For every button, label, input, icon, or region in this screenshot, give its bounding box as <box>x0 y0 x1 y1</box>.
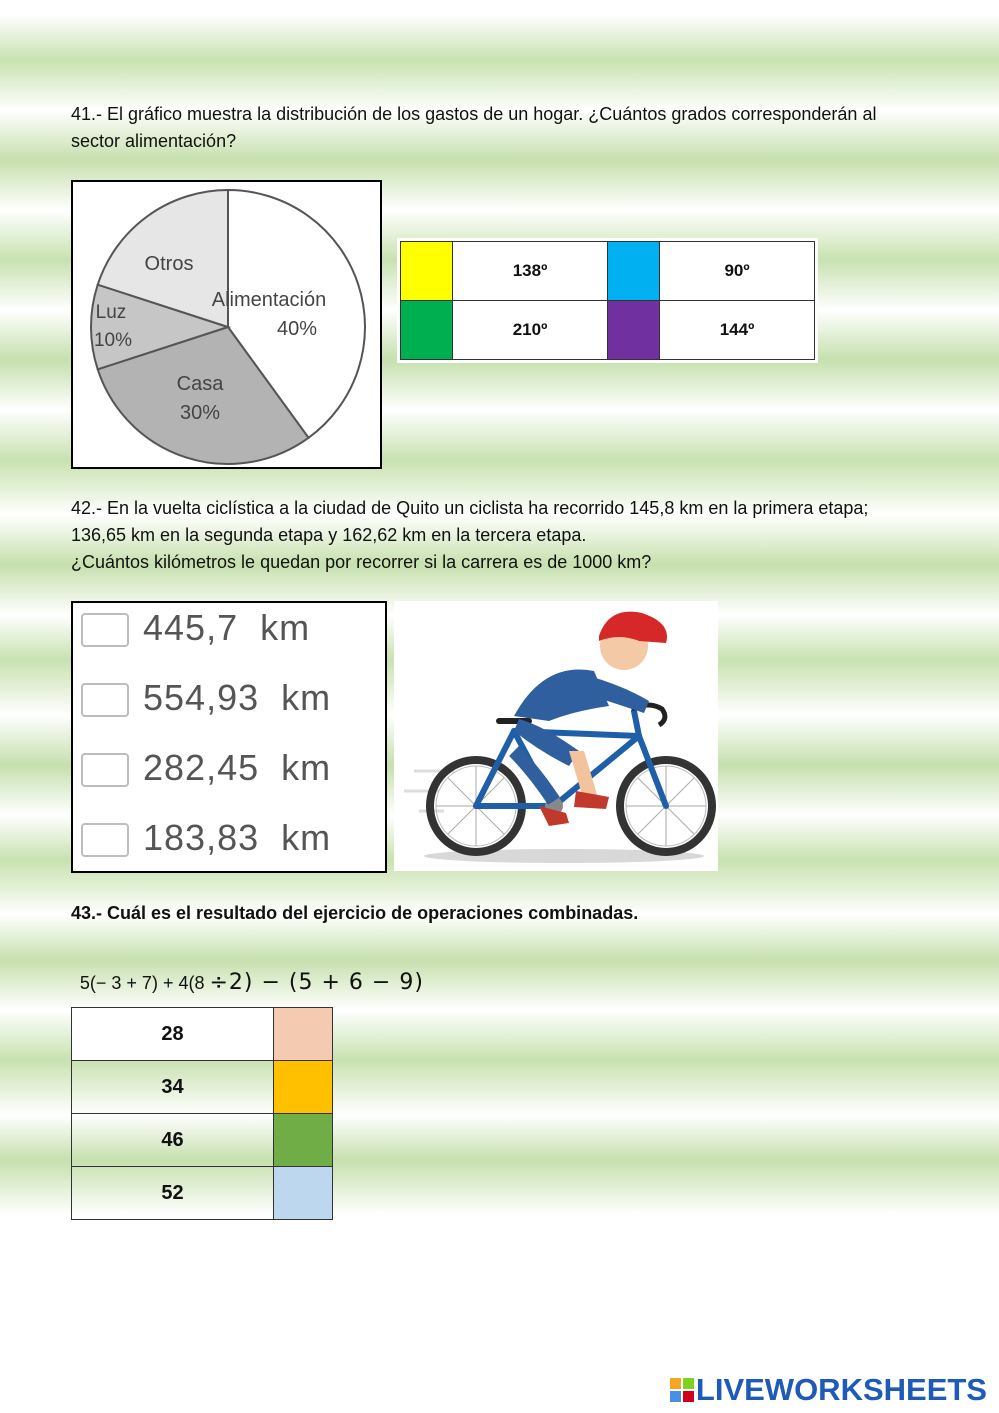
answer-swatch-green[interactable] <box>274 1114 333 1167</box>
km-option-label: 282,45 km <box>143 747 332 788</box>
pie-chart-box <box>71 180 382 469</box>
answer-swatch-orange[interactable] <box>274 1061 333 1114</box>
km-option[interactable] <box>73 817 373 877</box>
km-option[interactable] <box>73 747 373 807</box>
checkbox[interactable] <box>81 823 129 857</box>
q43-title: 43.- Cuál es el resultado del ejercicio de operaciones combinadas. <box>71 903 639 923</box>
answer-row <box>72 1008 333 1061</box>
checkbox[interactable] <box>81 683 129 717</box>
answer-value: 52 <box>72 1167 274 1220</box>
km-option[interactable] <box>73 677 373 737</box>
option-value: 90º <box>660 242 815 301</box>
answer-row <box>72 1167 333 1220</box>
answer-value: 28 <box>72 1008 274 1061</box>
answer-swatch-lightblue[interactable] <box>274 1167 333 1220</box>
pie-value-luz: 10% <box>93 330 133 351</box>
option-swatch-purple[interactable] <box>608 301 660 360</box>
q43-expression-part2: ÷2) − (5 + 6 − 9) <box>209 970 424 995</box>
option-swatch-green[interactable] <box>401 301 453 360</box>
q42-text-line3: ¿Cuántos kilómetros le quedan por recorrer si la carrera es de 1000 km? <box>71 552 652 572</box>
km-option[interactable] <box>73 607 373 667</box>
q42-text-line2: 136,65 km en la segunda etapa y 162,62 km en la tercera etapa. <box>71 525 587 545</box>
pie-label-otros: Otros <box>144 253 194 275</box>
km-option-label: 445,7 km <box>143 607 311 648</box>
brand-text: LIVEWORKSHEETS <box>695 1372 987 1407</box>
option-swatch-yellow[interactable] <box>401 242 453 301</box>
km-option-label: 554,93 km <box>143 677 332 718</box>
answer-value: 34 <box>72 1061 274 1114</box>
q41-options-table <box>400 241 815 360</box>
answer-swatch-peach[interactable] <box>274 1008 333 1061</box>
q42-options-box <box>71 601 387 873</box>
q42-text-line1: 42.- En la vuelta ciclística a la ciudad de Quito un ciclista ha recorrido 145,8 km en la primera etapa; <box>71 498 869 518</box>
km-option-label: 183,83 km <box>143 817 332 858</box>
option-swatch-blue[interactable] <box>608 242 660 301</box>
option-value: 138º <box>453 242 608 301</box>
option-value: 210º <box>453 301 608 360</box>
liveworksheets-brand <box>670 1372 987 1408</box>
checkbox[interactable] <box>81 753 129 787</box>
q42-text <box>71 495 981 576</box>
q43-expression-part1: 5(− 3 + 7) + 4(8 <box>79 973 210 993</box>
answer-row <box>72 1114 333 1167</box>
pie-label-casa: Casa <box>176 373 224 395</box>
checkbox[interactable] <box>81 613 129 647</box>
option-value: 144º <box>660 301 815 360</box>
cyclist-icon <box>394 601 718 871</box>
q41-text <box>71 101 971 155</box>
pie-value-casa: 30% <box>179 402 221 424</box>
pie-chart <box>73 182 380 467</box>
pie-label-luz: Luz <box>95 302 127 323</box>
q41-text-line2: sector alimentación? <box>71 131 237 151</box>
pie-label-alimentacion: Alimentación <box>211 289 327 311</box>
answer-value: 46 <box>72 1114 274 1167</box>
liveworksheets-logo-icon <box>670 1374 694 1398</box>
cyclist-illustration <box>394 601 718 871</box>
pie-value-alimentacion: 40% <box>276 318 318 340</box>
q43-answers-table <box>71 1007 333 1220</box>
q41-text-line1: 41.- El gráfico muestra la distribución de los gastos de un hogar. ¿Cuántos grados corresponderán al <box>71 104 877 124</box>
answer-row <box>72 1061 333 1114</box>
q43-expression <box>71 952 424 995</box>
